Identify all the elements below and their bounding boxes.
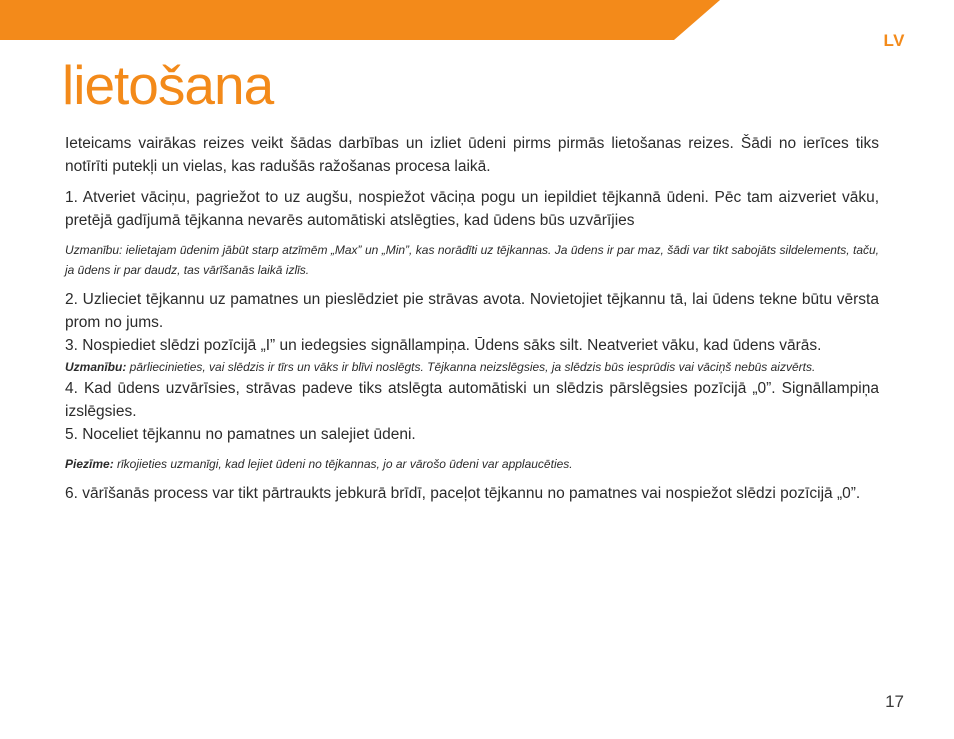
page-number: 17 xyxy=(885,692,904,711)
warning-note-2-text: pārliecinieties, vai slēdzis ir tīrs un vāks ir blīvi noslēgts. Tējkanna neizslēgsies, ja slēdzis būs iesprūdis vai vāciņš nebūs aizvērts. xyxy=(126,360,816,374)
instructions-body xyxy=(65,132,879,505)
warning-note-1: Uzmanību: ielietajam ūdenim jābūt starp atzīmēm „Max” un „Min”, kas norādīti uz tējkannas. Ja ūdens ir par maz, šādi var tikt sabojāts sildelements, taču, ja ūdens ir par daudz, tas vārīšanās laikā izlīs. xyxy=(65,243,879,277)
step-5: 5. Noceliet tējkannu no pamatnes un salejiet ūdeni. xyxy=(65,426,416,443)
warning-note-2 xyxy=(65,357,879,377)
step-1: 1. Atveriet vāciņu, pagriežot to uz augšu, nospiežot vāciņa pogu un iepildiet tējkannā ūdeni. Pēc tam aizveriet vāku, pretējā gadījumā tējkanna nevarēs automātiski atslēgties, kad ūdens būs uzvārījies xyxy=(65,189,879,229)
step-4: 4. Kad ūdens uzvārīsies, strāvas padeve tiks atslēgta automātiski un slēdzis pārslēgsies pozīcijā „0”. Signāllampiņa izslēgsies. xyxy=(65,380,879,420)
language-code: LV xyxy=(883,31,905,50)
step-6: 6. vārīšanās process var tikt pārtraukts jebkurā brīdī, paceļot tējkannu no pamatnes vai nospiežot slēdzi pozīcijā „0”. xyxy=(65,485,861,502)
intro-paragraph: Ieteicams vairākas reizes veikt šādas darbības un izliet ūdeni pirms pirmās lietošanas reizes. Šādi no ierīces tiks notīrīti putekļi un vielas, kas radušās ražošanas procesa laikā. xyxy=(65,135,879,175)
step-2: 2. Uzlieciet tējkannu uz pamatnes un pieslēdziet pie strāvas avota. Novietojiet tējkannu tā, lai ūdens tekne būtu vērsta prom no jums. xyxy=(65,291,879,331)
step-3: 3. Nospiediet slēdzi pozīcijā „I” un iedegsies signāllampiņa. Ūdens sāks silt. Neatveriet vāku, kad ūdens vārās. xyxy=(65,337,822,354)
header-accent-bar xyxy=(0,0,720,40)
remark-note-text: rīkojieties uzmanīgi, kad lejiet ūdeni no tējkannas, jo ar vārošo ūdeni var applaucēties. xyxy=(113,457,573,471)
page-title: lietošana xyxy=(62,54,274,116)
warning-note-2-label: Uzmanību: xyxy=(65,360,127,374)
remark-note-label: Piezīme: xyxy=(65,457,114,471)
remark-note xyxy=(65,454,879,474)
